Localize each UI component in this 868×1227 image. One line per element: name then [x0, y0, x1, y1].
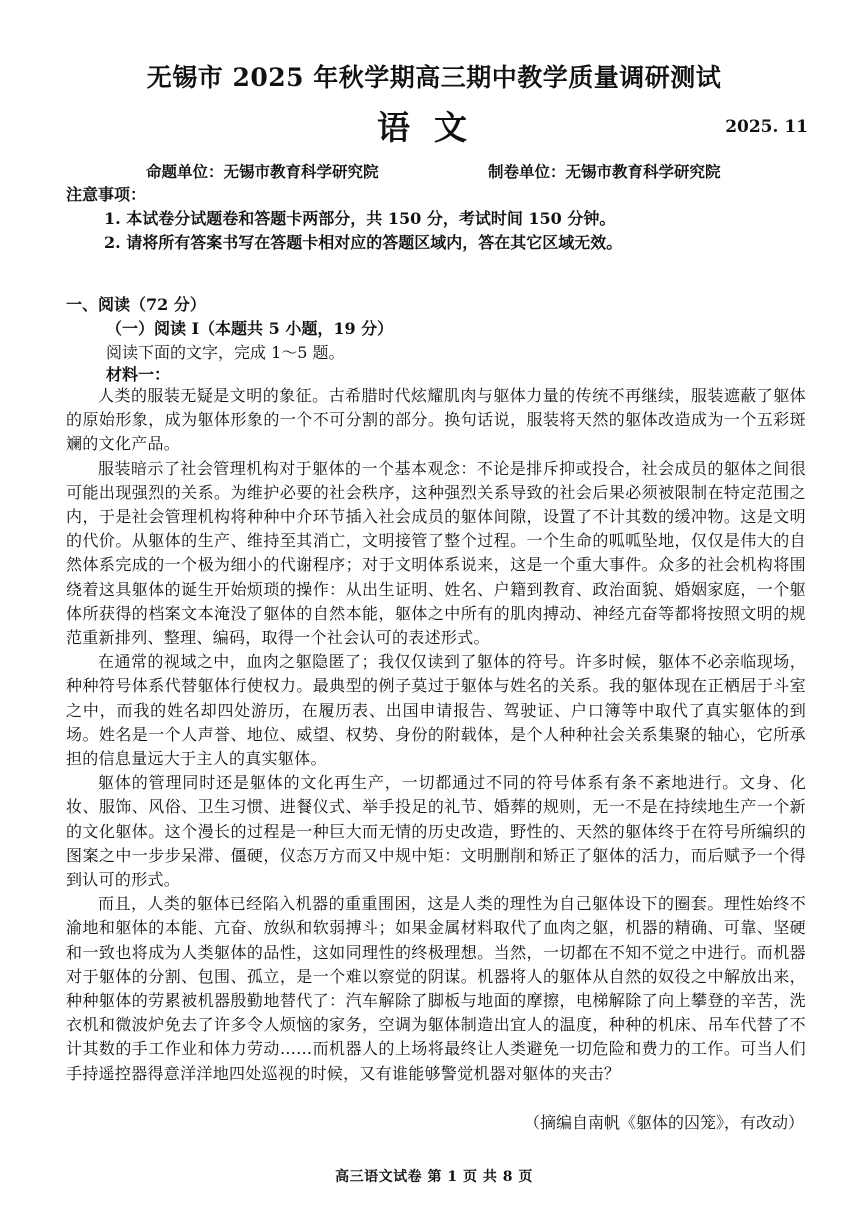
- article-paragraph: 人类的服装无疑是文明的象征。古希腊时代炫耀肌肉与躯体力量的传统不再继续，服装遮蔽了躯体的原始形象，成为躯体形象的一个不可分割的部分。换句话说，服装将天然的躯体改造成为一个五彩斑斓的文化产品。: [66, 386, 806, 454]
- page-footer: 高三语文试卷 第 1 页 共 8 页: [335, 1169, 533, 1185]
- article-paragraph: 服装暗示了社会管理机构对于躯体的一个基本观念：不论是排斥抑或投合，社会成员的躯体之间很可能出现强烈的关系。为维护必要的社会秩序，这种强烈关系导致的社会后果必须被限制在特定范围之内，于是社会管理机构将种种中介环节插入社会成员的躯体间隙，设置了不计其数的缓冲物。这是文明的代价。从躯体的生产、维持至其消亡，文明接管了整个过程。一个生命的呱呱坠地，仅仅是伟大的自然体系完成的一个极为细小的代谢程序；对于文明体系说来，这是一个重大事件。众多的社会机构将围绕着这具躯体的诞生开始烦琐的操作：从出生证明、姓名、户籍到教育、政治面貌、婚姻家庭，一个躯体所获得的档案文本淹没了躯体的自然本能，躯体之中所有的肌肉搏动、神经亢奋等都将按照文明的规范重新排列、整理、编码，取得一个社会认可的表述形式。: [66, 458, 806, 648]
- subject-title: 语文: [377, 108, 491, 147]
- exam-title: 无锡市 2025 年秋学期高三期中教学质量调研测试: [146, 63, 722, 92]
- section-heading: 一、阅读（72 分）: [66, 295, 206, 314]
- subsection-heading: （一）阅读 I（本题共 5 小题，19 分）: [106, 319, 394, 338]
- notice-item: 1. 本试卷分试题卷和答题卡两部分，共 150 分，考试时间 150 分钟。: [104, 209, 616, 228]
- article-body: [66, 384, 806, 1086]
- proposition-unit: 命题单位：无锡市教育科学研究院: [146, 162, 379, 181]
- production-unit: 制卷单位：无锡市教育科学研究院: [488, 162, 721, 181]
- article-paragraph: 而且，人类的躯体已经陷入机器的重重围困，这是人类的理性为自己躯体设下的圈套。理性始终不渝地和躯体的本能、亢奋、放纵和软弱搏斗；如果金属材料取代了血肉之躯，机器的精确、可靠、坚硬和一致也将成为人类躯体的品性，这如同理性的终极理想。当然，一切都在不知不觉之中进行。而机器对于躯体的分割、包围、孤立，是一个难以察觉的阴谋。机器将人的躯体从自然的奴役之中解放出来，种种躯体的劳累被机器殷勤地替代了：汽车解除了脚板与地面的摩擦，电梯解除了向上攀登的辛苦，洗衣机和微波炉免去了许多令人烦恼的家务，空调为躯体制造出宜人的温度，种种的机床、吊车代替了不计其数的手工作业和体力劳动……而机器人的上场将最终让人类避免一切危险和费力的工作。可当人们手持遥控器得意洋洋地四处巡视的时候，又有谁能够警觉机器对躯体的夹击？: [66, 894, 806, 1083]
- exam-date: 2025. 11: [725, 117, 808, 137]
- notice-item: 2. 请将所有答案书写在答题卡相对应的答题区域内，答在其它区域无效。: [104, 233, 623, 252]
- article-paragraph: 在通常的视域之中，血肉之躯隐匿了；我仅仅读到了躯体的符号。许多时候，躯体不必亲临现场，种种符号体系代替躯体行使权力。最典型的例子莫过于躯体与姓名的关系。我的躯体现在正栖居于斗室之中，而我的姓名却四处游历，在履历表、出国申请报告、驾驶证、户口簿等中取代了真实躯体的到场。姓名是一个人声誉、地位、威望、权势、身份的附载体，是个人种种社会关系集聚的轴心，它所承担的信息量远大于主人的真实躯体。: [66, 652, 806, 769]
- article-paragraph: 躯体的管理同时还是躯体的文化再生产，一切都通过不同的符号体系有条不紊地进行。文身、化妆、服饰、风俗、卫生习惯、进餐仪式、举手投足的礼节、婚葬的规则，无一不是在持续地生产一个新的文化躯体。这个漫长的过程是一种巨大而无情的历史改造，野性的、天然的躯体终于在符号所编织的图案之中一步步呆滞、僵硬，仪态万方而又中规中矩：文明删削和矫正了躯体的活力，而后赋予一个得到认可的形式。: [66, 773, 806, 890]
- instruction-text: 阅读下面的文字，完成 1～5 题。: [106, 343, 345, 362]
- notice-heading: 注意事项：: [66, 185, 147, 204]
- material-label: 材料一：: [106, 365, 171, 384]
- source-citation: （摘编自南帆《躯体的囚笼》，有改动）: [523, 1113, 804, 1132]
